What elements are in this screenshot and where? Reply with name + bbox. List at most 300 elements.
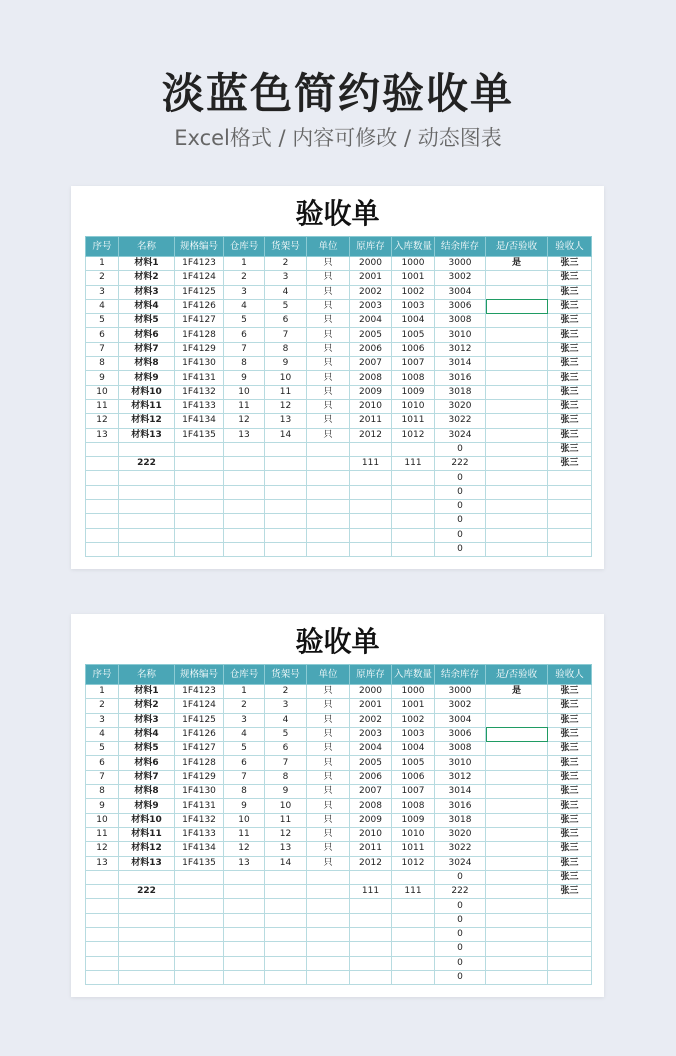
cell-index[interactable]: 4 [86,299,119,313]
cell-name[interactable]: 材料3 [119,285,175,299]
cell-stock-before[interactable] [350,471,392,485]
cell-qty-in[interactable] [392,500,435,514]
cell-accepted[interactable] [486,756,548,770]
cell-qty-in[interactable]: 1011 [392,414,435,428]
cell-stock-before[interactable]: 2004 [350,742,392,756]
cell-inspector[interactable] [548,899,592,913]
cell-stock-before[interactable]: 2003 [350,299,392,313]
cell-name[interactable] [119,528,175,542]
cell-shelf[interactable] [265,899,307,913]
cell-name[interactable]: 材料7 [119,770,175,784]
cell-accepted[interactable] [486,813,548,827]
cell-stock-after[interactable]: 3014 [435,785,486,799]
cell-warehouse[interactable]: 8 [224,357,265,371]
cell-shelf[interactable] [265,500,307,514]
cell-qty-in[interactable]: 1007 [392,357,435,371]
cell-stock-after[interactable]: 3010 [435,328,486,342]
cell-inspector[interactable]: 张三 [548,385,592,399]
cell-spec-code[interactable]: 1F4128 [175,328,224,342]
cell-accepted[interactable] [486,485,548,499]
cell-shelf[interactable]: 13 [265,842,307,856]
cell-spec-code[interactable] [175,514,224,528]
cell-qty-in[interactable] [392,528,435,542]
cell-shelf[interactable]: 12 [265,399,307,413]
cell-qty-in[interactable]: 1006 [392,342,435,356]
cell-stock-after[interactable]: 3006 [435,727,486,741]
cell-spec-code[interactable]: 1F4131 [175,371,224,385]
cell-name[interactable] [119,870,175,884]
cell-index[interactable]: 10 [86,813,119,827]
cell-shelf[interactable] [265,457,307,471]
cell-stock-after[interactable]: 3008 [435,314,486,328]
cell-spec-code[interactable]: 1F4129 [175,342,224,356]
cell-stock-after[interactable]: 0 [435,471,486,485]
cell-warehouse[interactable]: 11 [224,399,265,413]
cell-inspector[interactable]: 张三 [548,342,592,356]
cell-unit[interactable]: 只 [307,385,350,399]
cell-index[interactable]: 11 [86,399,119,413]
cell-spec-code[interactable]: 1F4133 [175,399,224,413]
cell-name[interactable] [119,514,175,528]
cell-inspector[interactable] [548,913,592,927]
cell-inspector[interactable]: 张三 [548,742,592,756]
cell-accepted[interactable] [486,699,548,713]
cell-stock-after[interactable]: 3002 [435,271,486,285]
cell-index[interactable] [86,542,119,556]
cell-accepted[interactable] [486,328,548,342]
cell-shelf[interactable] [265,471,307,485]
cell-unit[interactable] [307,542,350,556]
cell-qty-in[interactable]: 1012 [392,856,435,870]
cell-index[interactable]: 8 [86,357,119,371]
cell-stock-before[interactable]: 2005 [350,328,392,342]
cell-name[interactable]: 材料3 [119,713,175,727]
cell-name[interactable]: 材料8 [119,785,175,799]
cell-unit[interactable]: 只 [307,813,350,827]
cell-shelf[interactable]: 13 [265,414,307,428]
cell-accepted[interactable]: 是 [486,257,548,271]
cell-accepted[interactable] [486,399,548,413]
cell-accepted[interactable] [486,713,548,727]
cell-unit[interactable]: 只 [307,756,350,770]
cell-stock-after[interactable]: 0 [435,899,486,913]
cell-stock-before[interactable]: 2001 [350,271,392,285]
cell-spec-code[interactable]: 1F4134 [175,842,224,856]
cell-name[interactable]: 材料7 [119,342,175,356]
cell-stock-before[interactable]: 2001 [350,699,392,713]
cell-stock-after[interactable]: 3000 [435,685,486,699]
cell-inspector[interactable]: 张三 [548,713,592,727]
cell-accepted[interactable] [486,870,548,884]
cell-name[interactable]: 材料11 [119,827,175,841]
cell-inspector[interactable] [548,928,592,942]
cell-warehouse[interactable] [224,870,265,884]
cell-inspector[interactable]: 张三 [548,785,592,799]
cell-qty-in[interactable] [392,442,435,456]
cell-qty-in[interactable]: 1003 [392,299,435,313]
cell-warehouse[interactable] [224,970,265,984]
cell-shelf[interactable]: 3 [265,271,307,285]
cell-accepted[interactable] [486,899,548,913]
cell-name[interactable] [119,913,175,927]
cell-inspector[interactable]: 张三 [548,827,592,841]
cell-accepted[interactable] [486,528,548,542]
cell-index[interactable]: 9 [86,371,119,385]
cell-index[interactable]: 8 [86,785,119,799]
cell-inspector[interactable] [548,542,592,556]
cell-spec-code[interactable]: 1F4129 [175,770,224,784]
cell-shelf[interactable] [265,956,307,970]
cell-index[interactable]: 2 [86,271,119,285]
cell-inspector[interactable] [548,471,592,485]
cell-index[interactable]: 6 [86,328,119,342]
cell-stock-before[interactable]: 111 [350,885,392,899]
cell-accepted[interactable] [486,514,548,528]
cell-stock-after[interactable]: 3022 [435,842,486,856]
cell-qty-in[interactable] [392,956,435,970]
cell-name[interactable]: 材料6 [119,328,175,342]
cell-name[interactable]: 材料1 [119,257,175,271]
cell-warehouse[interactable]: 1 [224,685,265,699]
cell-shelf[interactable]: 2 [265,685,307,699]
cell-stock-before[interactable] [350,956,392,970]
cell-warehouse[interactable]: 10 [224,385,265,399]
cell-index[interactable] [86,970,119,984]
cell-index[interactable] [86,942,119,956]
cell-qty-in[interactable]: 1009 [392,385,435,399]
cell-qty-in[interactable]: 1001 [392,699,435,713]
cell-inspector[interactable]: 张三 [548,371,592,385]
cell-unit[interactable]: 只 [307,328,350,342]
cell-stock-before[interactable] [350,870,392,884]
cell-stock-after[interactable]: 222 [435,885,486,899]
cell-stock-after[interactable]: 0 [435,500,486,514]
cell-qty-in[interactable]: 1007 [392,785,435,799]
cell-inspector[interactable]: 张三 [548,727,592,741]
cell-shelf[interactable]: 14 [265,856,307,870]
cell-accepted[interactable] [486,442,548,456]
cell-index[interactable]: 4 [86,727,119,741]
cell-index[interactable]: 7 [86,770,119,784]
cell-qty-in[interactable] [392,942,435,956]
cell-stock-after[interactable]: 3012 [435,770,486,784]
cell-index[interactable] [86,956,119,970]
cell-shelf[interactable]: 6 [265,314,307,328]
cell-warehouse[interactable]: 8 [224,785,265,799]
cell-warehouse[interactable] [224,899,265,913]
cell-spec-code[interactable]: 1F4132 [175,813,224,827]
cell-spec-code[interactable]: 1F4123 [175,685,224,699]
cell-warehouse[interactable]: 7 [224,770,265,784]
cell-warehouse[interactable]: 12 [224,414,265,428]
cell-shelf[interactable]: 10 [265,371,307,385]
cell-index[interactable] [86,870,119,884]
cell-stock-before[interactable]: 2007 [350,785,392,799]
cell-stock-before[interactable]: 2000 [350,257,392,271]
cell-inspector[interactable]: 张三 [548,770,592,784]
cell-qty-in[interactable]: 1004 [392,742,435,756]
cell-shelf[interactable] [265,942,307,956]
cell-warehouse[interactable]: 1 [224,257,265,271]
cell-accepted[interactable] [486,271,548,285]
cell-shelf[interactable] [265,928,307,942]
cell-qty-in[interactable]: 1005 [392,328,435,342]
cell-stock-after[interactable]: 0 [435,514,486,528]
cell-spec-code[interactable] [175,942,224,956]
cell-stock-after[interactable]: 3016 [435,799,486,813]
cell-inspector[interactable]: 张三 [548,756,592,770]
cell-name[interactable]: 材料9 [119,799,175,813]
cell-name[interactable] [119,956,175,970]
cell-accepted[interactable] [486,913,548,927]
cell-inspector[interactable]: 张三 [548,399,592,413]
cell-accepted[interactable] [486,314,548,328]
cell-stock-after[interactable]: 3022 [435,414,486,428]
cell-warehouse[interactable]: 5 [224,314,265,328]
cell-stock-before[interactable] [350,514,392,528]
cell-qty-in[interactable]: 1002 [392,285,435,299]
cell-warehouse[interactable]: 9 [224,799,265,813]
cell-name[interactable]: 材料10 [119,813,175,827]
cell-warehouse[interactable]: 12 [224,842,265,856]
cell-index[interactable]: 3 [86,713,119,727]
cell-index[interactable] [86,500,119,514]
cell-index[interactable] [86,528,119,542]
cell-stock-after[interactable]: 3004 [435,713,486,727]
cell-spec-code[interactable]: 1F4131 [175,799,224,813]
cell-shelf[interactable]: 7 [265,328,307,342]
cell-accepted[interactable] [486,357,548,371]
cell-unit[interactable] [307,885,350,899]
cell-spec-code[interactable] [175,442,224,456]
cell-inspector[interactable] [548,500,592,514]
cell-spec-code[interactable] [175,870,224,884]
cell-name[interactable]: 材料13 [119,428,175,442]
cell-unit[interactable]: 只 [307,299,350,313]
cell-inspector[interactable] [548,942,592,956]
cell-spec-code[interactable] [175,471,224,485]
cell-unit[interactable]: 只 [307,785,350,799]
cell-name[interactable]: 材料11 [119,399,175,413]
cell-index[interactable] [86,928,119,942]
cell-stock-after[interactable]: 3024 [435,856,486,870]
cell-accepted[interactable] [486,942,548,956]
cell-qty-in[interactable] [392,899,435,913]
cell-shelf[interactable] [265,485,307,499]
cell-stock-before[interactable] [350,542,392,556]
cell-qty-in[interactable]: 1011 [392,842,435,856]
cell-shelf[interactable]: 5 [265,727,307,741]
cell-stock-after[interactable]: 3024 [435,428,486,442]
cell-unit[interactable]: 只 [307,727,350,741]
cell-inspector[interactable] [548,970,592,984]
cell-name[interactable]: 材料1 [119,685,175,699]
cell-stock-after[interactable]: 0 [435,485,486,499]
cell-stock-after[interactable]: 0 [435,442,486,456]
cell-spec-code[interactable] [175,528,224,542]
cell-index[interactable]: 13 [86,856,119,870]
cell-name[interactable] [119,500,175,514]
cell-stock-after[interactable]: 3008 [435,742,486,756]
cell-stock-before[interactable] [350,913,392,927]
cell-index[interactable] [86,885,119,899]
cell-spec-code[interactable] [175,457,224,471]
cell-stock-after[interactable]: 3002 [435,699,486,713]
cell-stock-before[interactable]: 2010 [350,827,392,841]
cell-name[interactable]: 222 [119,457,175,471]
cell-warehouse[interactable]: 6 [224,756,265,770]
cell-shelf[interactable]: 9 [265,785,307,799]
cell-qty-in[interactable]: 1000 [392,257,435,271]
cell-stock-before[interactable]: 2012 [350,428,392,442]
cell-stock-after[interactable]: 0 [435,928,486,942]
cell-stock-before[interactable] [350,528,392,542]
cell-shelf[interactable]: 10 [265,799,307,813]
cell-inspector[interactable]: 张三 [548,457,592,471]
cell-name[interactable]: 材料13 [119,856,175,870]
cell-stock-after[interactable]: 3016 [435,371,486,385]
cell-stock-before[interactable]: 2004 [350,314,392,328]
cell-index[interactable] [86,899,119,913]
cell-unit[interactable] [307,956,350,970]
cell-warehouse[interactable] [224,442,265,456]
cell-warehouse[interactable] [224,528,265,542]
cell-warehouse[interactable]: 6 [224,328,265,342]
cell-spec-code[interactable]: 1F4124 [175,699,224,713]
cell-shelf[interactable] [265,870,307,884]
cell-unit[interactable] [307,942,350,956]
cell-index[interactable] [86,485,119,499]
cell-stock-after[interactable]: 0 [435,528,486,542]
cell-inspector[interactable]: 张三 [548,271,592,285]
cell-stock-before[interactable]: 2009 [350,385,392,399]
cell-accepted[interactable] [486,885,548,899]
cell-unit[interactable]: 只 [307,257,350,271]
cell-warehouse[interactable] [224,942,265,956]
cell-accepted[interactable] [486,956,548,970]
cell-spec-code[interactable] [175,913,224,927]
cell-inspector[interactable]: 张三 [548,885,592,899]
cell-warehouse[interactable] [224,471,265,485]
cell-unit[interactable]: 只 [307,856,350,870]
cell-unit[interactable]: 只 [307,414,350,428]
cell-stock-after[interactable]: 0 [435,542,486,556]
cell-shelf[interactable]: 4 [265,285,307,299]
cell-name[interactable]: 材料8 [119,357,175,371]
cell-index[interactable]: 11 [86,827,119,841]
cell-unit[interactable]: 只 [307,699,350,713]
cell-unit[interactable]: 只 [307,685,350,699]
cell-inspector[interactable]: 张三 [548,328,592,342]
cell-qty-in[interactable]: 1005 [392,756,435,770]
cell-index[interactable]: 6 [86,756,119,770]
cell-warehouse[interactable] [224,457,265,471]
cell-name[interactable]: 材料12 [119,414,175,428]
cell-unit[interactable]: 只 [307,371,350,385]
cell-unit[interactable] [307,442,350,456]
cell-name[interactable]: 材料12 [119,842,175,856]
cell-name[interactable] [119,899,175,913]
cell-shelf[interactable]: 14 [265,428,307,442]
cell-qty-in[interactable]: 1008 [392,799,435,813]
cell-unit[interactable]: 只 [307,842,350,856]
cell-accepted[interactable] [486,842,548,856]
cell-warehouse[interactable] [224,913,265,927]
cell-unit[interactable]: 只 [307,357,350,371]
cell-stock-before[interactable] [350,500,392,514]
cell-unit[interactable] [307,471,350,485]
cell-qty-in[interactable] [392,485,435,499]
cell-spec-code[interactable] [175,542,224,556]
cell-inspector[interactable]: 张三 [548,428,592,442]
cell-unit[interactable] [307,870,350,884]
cell-accepted[interactable] [486,371,548,385]
cell-inspector[interactable] [548,514,592,528]
cell-qty-in[interactable]: 1000 [392,685,435,699]
cell-index[interactable]: 12 [86,414,119,428]
cell-shelf[interactable] [265,442,307,456]
cell-accepted[interactable] [486,500,548,514]
cell-warehouse[interactable]: 7 [224,342,265,356]
cell-spec-code[interactable]: 1F4130 [175,785,224,799]
cell-unit[interactable]: 只 [307,827,350,841]
cell-unit[interactable]: 只 [307,799,350,813]
cell-name[interactable] [119,928,175,942]
cell-inspector[interactable]: 张三 [548,799,592,813]
cell-qty-in[interactable] [392,970,435,984]
cell-name[interactable]: 材料6 [119,756,175,770]
cell-inspector[interactable]: 张三 [548,285,592,299]
selected-cell[interactable] [486,299,548,313]
cell-name[interactable] [119,542,175,556]
cell-stock-before[interactable]: 2003 [350,727,392,741]
cell-inspector[interactable]: 张三 [548,870,592,884]
cell-name[interactable]: 材料2 [119,271,175,285]
cell-qty-in[interactable] [392,542,435,556]
cell-unit[interactable] [307,970,350,984]
cell-spec-code[interactable]: 1F4126 [175,727,224,741]
cell-shelf[interactable]: 5 [265,299,307,313]
cell-inspector[interactable] [548,956,592,970]
cell-spec-code[interactable]: 1F4124 [175,271,224,285]
cell-stock-before[interactable]: 2007 [350,357,392,371]
cell-stock-after[interactable]: 3020 [435,827,486,841]
cell-accepted[interactable] [486,457,548,471]
cell-unit[interactable]: 只 [307,314,350,328]
cell-name[interactable]: 材料5 [119,742,175,756]
cell-spec-code[interactable]: 1F4135 [175,428,224,442]
cell-qty-in[interactable]: 1006 [392,770,435,784]
cell-stock-after[interactable]: 3020 [435,399,486,413]
cell-stock-after[interactable]: 0 [435,970,486,984]
cell-spec-code[interactable] [175,970,224,984]
cell-warehouse[interactable] [224,485,265,499]
cell-qty-in[interactable]: 1009 [392,813,435,827]
cell-unit[interactable] [307,500,350,514]
cell-unit[interactable] [307,528,350,542]
cell-accepted[interactable] [486,471,548,485]
cell-qty-in[interactable]: 1010 [392,399,435,413]
cell-unit[interactable] [307,514,350,528]
cell-unit[interactable]: 只 [307,399,350,413]
cell-unit[interactable]: 只 [307,342,350,356]
cell-name[interactable] [119,970,175,984]
cell-shelf[interactable]: 7 [265,756,307,770]
cell-stock-before[interactable]: 2011 [350,414,392,428]
cell-shelf[interactable] [265,913,307,927]
cell-index[interactable] [86,913,119,927]
cell-index[interactable] [86,471,119,485]
